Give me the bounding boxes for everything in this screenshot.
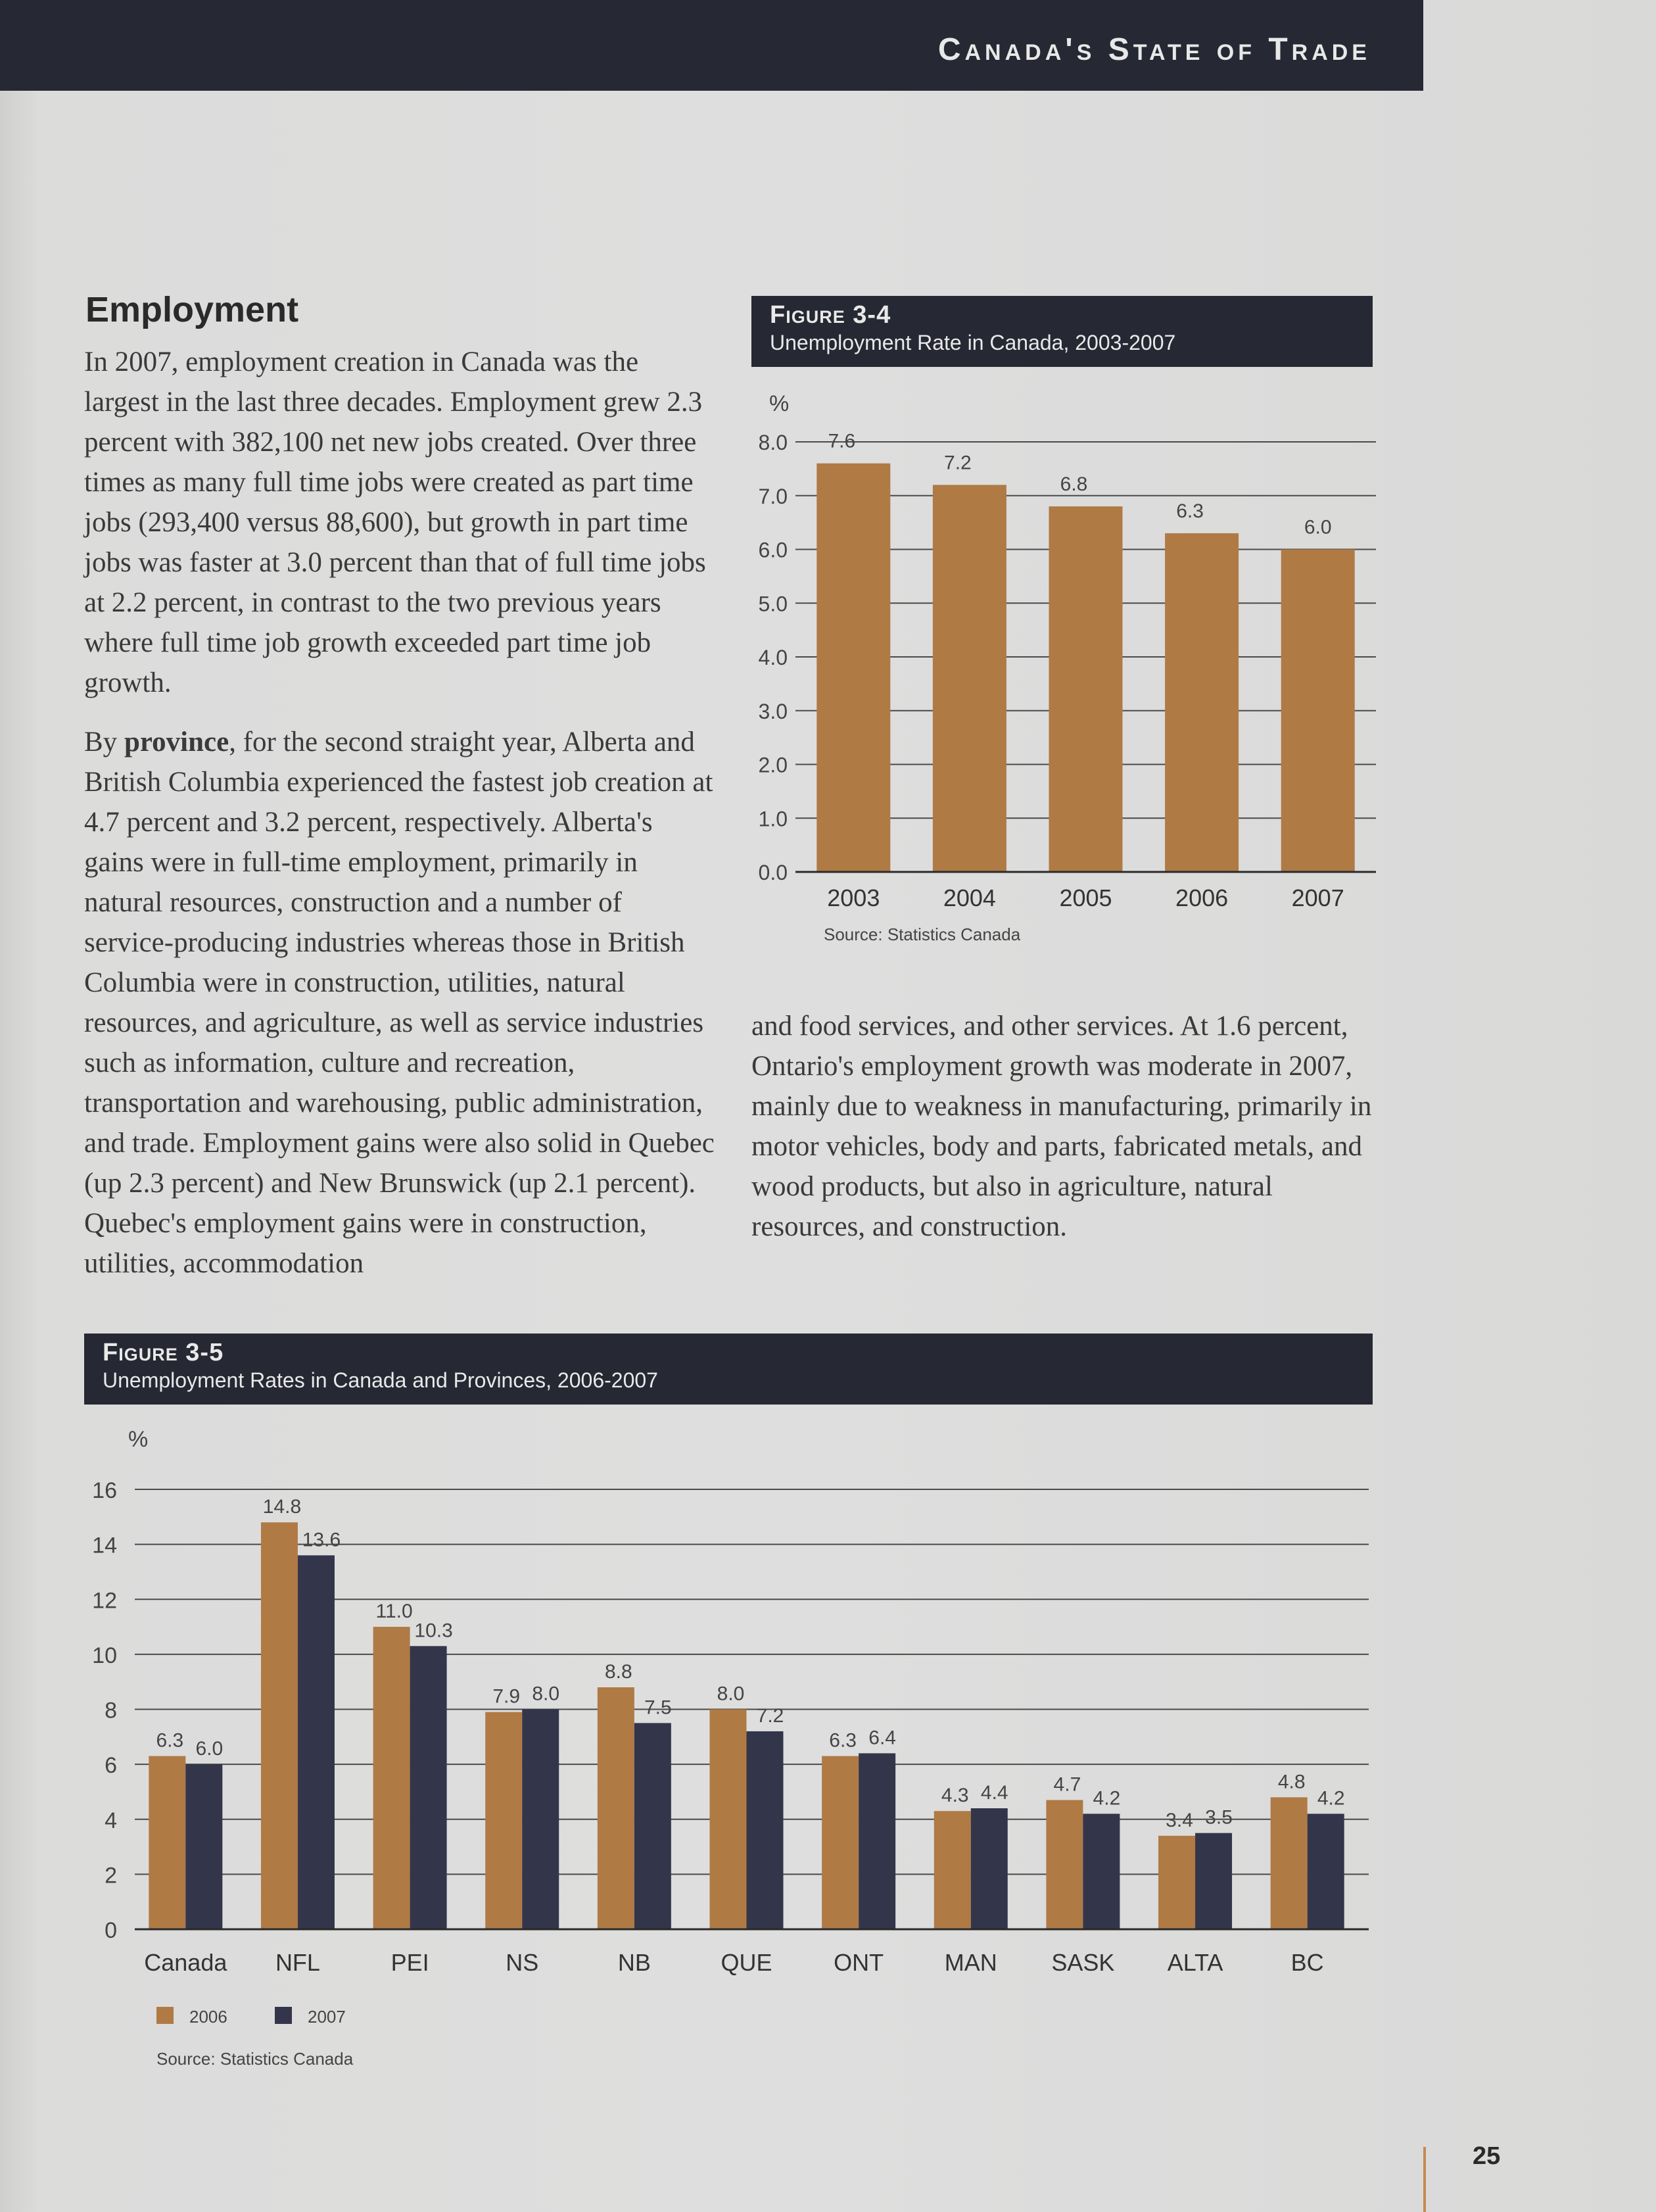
bar-2006 bbox=[1271, 1797, 1308, 1929]
bar-2006 bbox=[822, 1756, 859, 1929]
bar-2007 bbox=[1195, 1833, 1232, 1929]
x-tick-label: 2006 bbox=[1175, 884, 1229, 911]
data-label-2007: 7.5 bbox=[644, 1696, 672, 1719]
data-label-2007: 8.0 bbox=[532, 1683, 560, 1705]
x-tick-label: PEI bbox=[390, 1949, 429, 1976]
data-label-2006: 3.4 bbox=[1166, 1809, 1193, 1831]
y-tick-label: 12 bbox=[92, 1588, 117, 1614]
chart-source: Source: Statistics Canada bbox=[824, 925, 1021, 944]
bar bbox=[1281, 550, 1355, 873]
bar-2007 bbox=[1308, 1814, 1344, 1929]
y-tick-label: 10 bbox=[92, 1643, 117, 1668]
legend-swatch-2006 bbox=[156, 2007, 174, 2024]
bar-2006 bbox=[1046, 1800, 1083, 1929]
bar-2007 bbox=[634, 1723, 671, 1929]
data-label-2006: 11.0 bbox=[375, 1600, 413, 1623]
page-number-rule bbox=[1423, 2147, 1426, 2212]
bar-2007 bbox=[410, 1646, 447, 1929]
y-tick-label: 6.0 bbox=[758, 538, 788, 562]
bar-2007 bbox=[859, 1753, 895, 1929]
data-label-2007: 6.0 bbox=[195, 1738, 224, 1760]
y-tick-label: 4.0 bbox=[758, 646, 788, 669]
data-label: 6.0 bbox=[1304, 516, 1332, 539]
chart-source: Source: Statistics Canada bbox=[156, 2049, 354, 2069]
bar-2007 bbox=[522, 1710, 559, 1930]
data-label-2006: 8.8 bbox=[605, 1661, 632, 1683]
data-label-2007: 13.6 bbox=[302, 1529, 341, 1551]
data-label-2007: 10.3 bbox=[414, 1620, 453, 1642]
bar bbox=[816, 464, 890, 872]
y-tick-label: 16 bbox=[92, 1478, 117, 1503]
bar bbox=[1049, 506, 1123, 872]
data-label-2007: 4.2 bbox=[1093, 1787, 1121, 1810]
legend-label-2006: 2006 bbox=[189, 2007, 227, 2027]
section-heading: Employment bbox=[85, 290, 299, 329]
running-header-title: Canada's State of Trade bbox=[937, 32, 1371, 67]
data-label: 6.3 bbox=[1176, 500, 1204, 522]
y-axis-unit-label: % bbox=[769, 391, 790, 416]
y-tick-label: 5.0 bbox=[758, 592, 788, 616]
data-label-2007: 3.5 bbox=[1205, 1806, 1233, 1829]
data-label-2006: 7.9 bbox=[492, 1685, 521, 1708]
bar-2007 bbox=[185, 1764, 222, 1929]
bar-2006 bbox=[373, 1627, 410, 1929]
bar-2006 bbox=[149, 1756, 185, 1929]
paragraph-text: , for the second straight year, Alberta and British Columbia experienced the fastest job creation at 4.7 percent and 3.2 percent, respectively. Alberta's gains were in full-time employment, primarily in natural resources, construction and a number of service-producing industries whereas those in British Columbia were in construction, utilities, natural resources, and agriculture, as well as service industries such as information, culture and recreation, transportation and warehousing, public administration, and trade. Employment gains were also solid in Quebec (up 2.3 percent) and New Brunswick (up 2.1 percent). Quebec's employment gains were in construction, utilities, accommodation bbox=[84, 727, 715, 1279]
figure-label: Figure 3-5 bbox=[103, 1339, 224, 1366]
data-label-2007: 4.4 bbox=[980, 1782, 1008, 1804]
paragraph-text: In 2007, employment creation in Canada was the largest in the last three decades. Employment grew 2.3 percent with 382,100 net new jobs created. Over three times as many full time jobs were created as part time jobs (293,400 versus 88,600), but growth in part time jobs was faster at 3.0 percent than that of full time jobs at 2.2 percent, in contrast to the two previous years where full time job growth exceeded part time job growth. bbox=[84, 347, 706, 698]
legend-swatch-2007 bbox=[275, 2007, 292, 2024]
bar-2006 bbox=[934, 1811, 971, 1929]
data-label: 6.8 bbox=[1060, 473, 1088, 496]
y-tick-label: 7.0 bbox=[758, 484, 788, 508]
y-axis-unit-label: % bbox=[128, 1427, 149, 1452]
page-number: 25 bbox=[1473, 2142, 1501, 2170]
x-tick-label: NS bbox=[506, 1949, 539, 1976]
figure-title: Unemployment Rate in Canada, 2003-2007 bbox=[770, 331, 1176, 354]
y-tick-label: 0.0 bbox=[758, 861, 788, 884]
paragraph-text: and food services, and other services. At 1.6 percent, Ontario's employment growth was moderate in 2007, mainly due to weakness in manufacturing, primarily in motor vehicles, body and parts, fabricated metals, and wood products, but also in agriculture, natural resources, and construction. bbox=[751, 1011, 1372, 1242]
data-label-2007: 7.2 bbox=[756, 1704, 784, 1727]
y-tick-label: 6 bbox=[105, 1753, 117, 1779]
y-tick-label: 4 bbox=[105, 1808, 117, 1833]
x-tick-label: 2004 bbox=[943, 884, 996, 911]
data-label: 7.6 bbox=[828, 430, 856, 452]
bar-2007 bbox=[298, 1555, 335, 1929]
data-label-2007: 4.2 bbox=[1317, 1787, 1345, 1810]
x-tick-label: ONT bbox=[834, 1949, 884, 1976]
bar-2006 bbox=[598, 1687, 634, 1929]
bar-2007 bbox=[971, 1808, 1008, 1929]
figure-label: Figure 3-4 bbox=[770, 301, 891, 329]
y-tick-label: 8.0 bbox=[758, 431, 788, 454]
bar-2006 bbox=[485, 1712, 522, 1929]
data-label-2006: 8.0 bbox=[717, 1683, 745, 1705]
bar bbox=[933, 485, 1006, 872]
bar-2006 bbox=[710, 1710, 747, 1930]
legend-label-2007: 2007 bbox=[308, 2007, 346, 2027]
bar-2007 bbox=[1083, 1814, 1120, 1929]
data-label-2006: 6.3 bbox=[829, 1729, 857, 1752]
x-tick-label: BC bbox=[1290, 1949, 1324, 1976]
data-label-2006: 4.8 bbox=[1277, 1771, 1306, 1793]
y-tick-label: 3.0 bbox=[758, 699, 788, 723]
x-tick-label: 2003 bbox=[827, 884, 880, 911]
y-tick-label: 2 bbox=[105, 1863, 117, 1888]
data-label-2007: 6.4 bbox=[868, 1727, 896, 1749]
y-tick-label: 14 bbox=[92, 1533, 117, 1558]
y-tick-label: 8 bbox=[105, 1698, 117, 1723]
x-tick-label: 2007 bbox=[1291, 884, 1344, 911]
data-label-2006: 4.7 bbox=[1053, 1773, 1081, 1796]
x-tick-label: NB bbox=[617, 1949, 651, 1976]
data-label-2006: 14.8 bbox=[262, 1496, 302, 1518]
figure-title: Unemployment Rates in Canada and Provinces, 2006-2007 bbox=[103, 1368, 658, 1392]
x-tick-label: ALTA bbox=[1167, 1949, 1223, 1976]
data-label: 7.2 bbox=[944, 452, 972, 474]
y-tick-label: 1.0 bbox=[758, 807, 788, 831]
x-tick-label: 2005 bbox=[1059, 884, 1112, 911]
x-tick-label: QUE bbox=[721, 1949, 772, 1976]
x-tick-label: MAN bbox=[944, 1949, 997, 1976]
y-tick-label: 0 bbox=[105, 1918, 117, 1943]
paragraph-text: By bbox=[84, 727, 124, 757]
bold-term: province bbox=[124, 727, 229, 757]
bar-2007 bbox=[747, 1731, 784, 1929]
data-label-2006: 4.3 bbox=[941, 1785, 969, 1807]
data-label-2006: 6.3 bbox=[156, 1729, 184, 1752]
x-tick-label: Canada bbox=[144, 1949, 227, 1976]
bar-2006 bbox=[261, 1522, 298, 1929]
x-tick-label: SASK bbox=[1051, 1949, 1115, 1976]
bar bbox=[1165, 533, 1239, 872]
y-tick-label: 2.0 bbox=[758, 753, 788, 777]
bar-2006 bbox=[1158, 1836, 1195, 1929]
x-tick-label: NFL bbox=[275, 1949, 320, 1976]
